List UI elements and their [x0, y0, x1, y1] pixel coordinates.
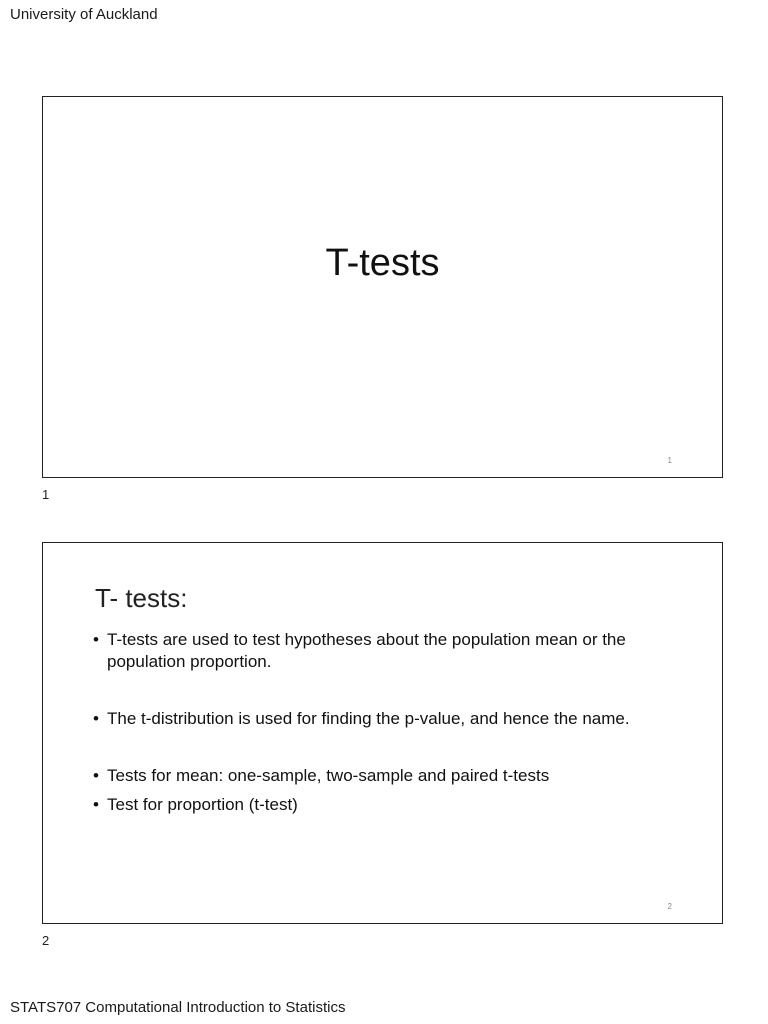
page-header: University of Auckland	[10, 6, 158, 23]
slide-1-inner-number: 1	[667, 456, 672, 465]
slide-2-bullet-list	[93, 629, 693, 816]
slide-2	[42, 542, 723, 924]
bullet-item: • Test for proportion (t-test)	[93, 794, 693, 816]
slide-2-title: T- tests:	[95, 583, 188, 613]
slide-2-page-number: 2	[42, 933, 50, 948]
slide-1-page-number: 1	[42, 487, 50, 502]
slide-2-inner-number: 2	[667, 902, 672, 911]
bullet-item: • T-tests are used to test hypotheses about the population mean or the population proportion.	[93, 629, 693, 673]
slide-1	[42, 96, 723, 478]
bullet-item: • The t-distribution is used for finding the p-value, and hence the name.	[93, 708, 693, 730]
slide-1-title: T-tests	[325, 242, 440, 284]
bullet-item: • Tests for mean: one-sample, two-sample and paired t-tests	[93, 765, 693, 787]
page-footer: STATS707 Computational Introduction to Statistics	[10, 999, 346, 1016]
